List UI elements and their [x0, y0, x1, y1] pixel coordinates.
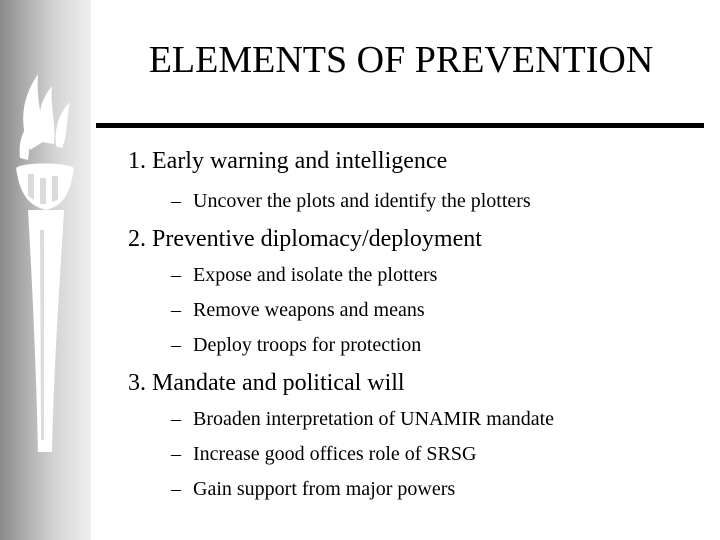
subpoint-2-1: [171, 264, 437, 287]
bullet-dash: –: [171, 478, 181, 500]
subpoint-text: Deploy troops for protection: [193, 334, 422, 356]
bullet-dash: –: [171, 190, 181, 212]
point-2: 2. Preventive diplomacy/deployment: [128, 226, 482, 252]
subpoint-3-2: [171, 443, 476, 466]
bullet-dash: –: [171, 443, 181, 465]
subpoint-3-3: [171, 478, 455, 501]
point-3: 3. Mandate and political will: [128, 370, 405, 396]
subpoint-2-2: [171, 299, 425, 322]
subpoint-text: Gain support from major powers: [193, 478, 456, 500]
subpoint-text: Uncover the plots and identify the plotters: [193, 190, 531, 212]
bullet-dash: –: [171, 299, 181, 321]
subpoint-text: Remove weapons and means: [193, 299, 425, 321]
subpoint-text: Increase good offices role of SRSG: [193, 443, 477, 465]
point-1: 1. Early warning and intelligence: [128, 148, 448, 174]
bullet-dash: –: [171, 264, 181, 286]
subpoint-1-1: [171, 190, 531, 213]
subpoint-text: Expose and isolate the plotters: [193, 264, 438, 286]
slide-title: ELEMENTS OF PREVENTION: [148, 39, 654, 81]
subpoint-2-3: [171, 334, 421, 357]
subpoint-text: Broaden interpretation of UNAMIR mandate: [193, 408, 555, 430]
bullet-dash: –: [171, 408, 181, 430]
subpoint-3-1: [171, 408, 554, 431]
bullet-dash: –: [171, 334, 181, 356]
